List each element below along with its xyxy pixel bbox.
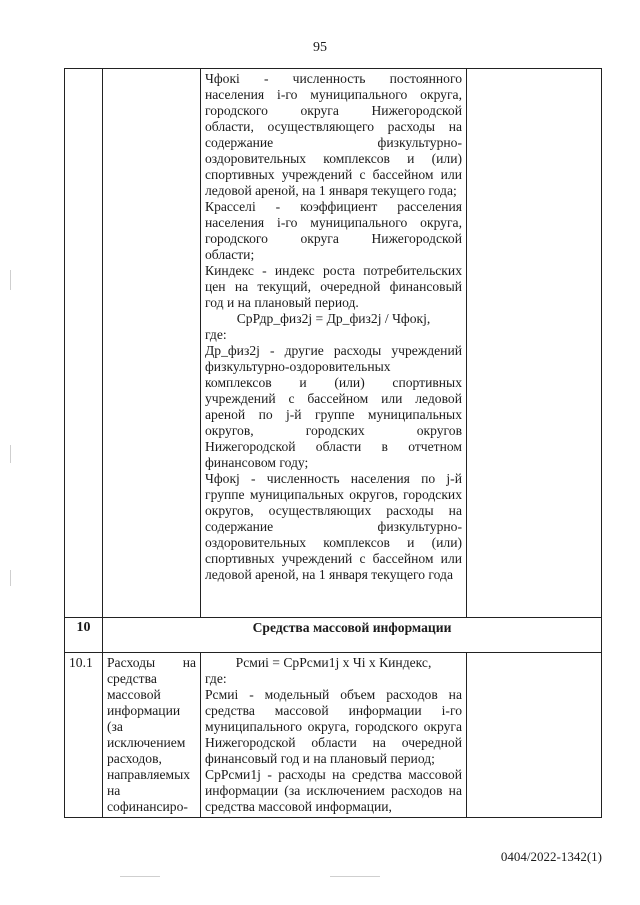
text-line: цен на текущий, очередной финансовый: [205, 279, 462, 294]
name-line: софинансиро-: [107, 799, 188, 814]
text-line: Нижегородской области в отчетном: [205, 439, 462, 454]
text-line: ледовой ареной, на 1 января текущего года;: [205, 183, 457, 198]
text-line: округов, осуществляющих расходы на: [205, 503, 462, 518]
text-line: содержание физкультурно-: [205, 135, 462, 150]
text-line: населения і-го муниципального округа,: [205, 215, 462, 230]
name-line: информации: [107, 703, 181, 718]
name-line: Расходы на: [107, 655, 196, 670]
text-line: финансовый год и на плановый период;: [205, 751, 435, 766]
cell-number-empty: [65, 69, 103, 618]
text-line: Киндекс - индекс роста потребительских: [205, 263, 462, 278]
page-number: 95: [313, 40, 327, 55]
text-line: группе муниципальных округов, городских: [205, 487, 462, 502]
text-line: оздоровительных комплексов и (или): [205, 151, 462, 166]
text-line: физкультурно-оздоровительных: [205, 359, 391, 374]
name-line: исключением: [107, 735, 186, 750]
text-line: средства массовой информации,: [205, 799, 392, 814]
text-line: финансовом году;: [205, 455, 309, 470]
text-line: населения і-го муниципального округа,: [205, 87, 462, 102]
name-line: направляемых: [107, 767, 191, 782]
text-line: где:: [205, 671, 227, 686]
name-line: (за: [107, 719, 123, 734]
text-line: спортивных учреждений с бассейном или: [205, 167, 462, 182]
text-line: городского округа Нижегородской: [205, 103, 462, 118]
text-line: Др_физ2j - другие расходы учреждений: [205, 343, 462, 358]
text-line: спортивных учреждений с бассейном или: [205, 551, 462, 566]
row-number: 10.1: [65, 653, 103, 818]
table-row-10-1: [65, 653, 602, 818]
scan-artifact: [330, 876, 380, 877]
scan-artifact: [120, 876, 160, 877]
text-line: информации (за исключением расходов на: [205, 783, 462, 798]
text-line: ареной по j-й группе муниципальных: [205, 407, 462, 422]
text-line: округов, городских округов: [205, 423, 462, 438]
text-line: средства массовой информации і-го: [205, 703, 462, 718]
scan-artifact: [10, 570, 11, 586]
text-line: области;: [205, 247, 255, 262]
row-note-empty: [467, 653, 602, 818]
text-line: содержание физкультурно-: [205, 519, 462, 534]
text-line: комплексов и (или) спортивных: [205, 375, 462, 390]
name-line: на: [107, 783, 121, 798]
scan-artifact: [10, 445, 11, 463]
text-line: Рсмиі = СрРсми1j х Чі х Киндекс,: [235, 655, 432, 670]
document-code: 0404/2022-1342(1): [500, 849, 602, 864]
text-line: муниципального округа, городского округа: [205, 719, 462, 734]
cell-note-empty: [467, 69, 602, 618]
scan-artifact: [10, 270, 11, 290]
text-line: год и на плановый период.: [205, 295, 359, 310]
text-line: где:: [205, 327, 227, 342]
text-line: Нижегородской области на очередной: [205, 735, 462, 750]
row-name: [103, 653, 201, 818]
text-line: учреждений с бассейном или ледовой: [205, 391, 462, 406]
name-line: массовой: [107, 687, 161, 702]
cell-formula-continuation: [201, 69, 467, 618]
cell-name-empty: [103, 69, 201, 618]
table-row-continuation: [65, 69, 602, 618]
row-formula: [201, 653, 467, 818]
name-line: средства: [107, 671, 157, 686]
text-line: городского округа Нижегородской: [205, 231, 462, 246]
text-line: ледовой ареной, на 1 января текущего года: [205, 567, 454, 582]
text-line: СрРсми1j - расходы на средства массовой: [205, 767, 462, 782]
text-line: Красселі - коэффициент расселения: [205, 199, 462, 214]
name-line: расходов,: [107, 751, 162, 766]
text-line: Рсмиі - модельный объем расходов на: [205, 687, 462, 702]
table-row-section-10: [65, 618, 602, 653]
text-line: области, осуществляющего расходы на: [205, 119, 462, 134]
section-number: 10: [65, 618, 103, 653]
text-line: СрРдр_физ2j = Др_физ2j / Чфокj,: [236, 311, 431, 326]
text-line: Чфокj - численность населения по j-й: [205, 471, 462, 486]
section-title: Средства массовой информации: [103, 618, 602, 653]
text-line: Чфокі - численность постоянного: [205, 71, 462, 86]
methodology-table: [64, 68, 602, 818]
text-line: оздоровительных комплексов и (или): [205, 535, 462, 550]
